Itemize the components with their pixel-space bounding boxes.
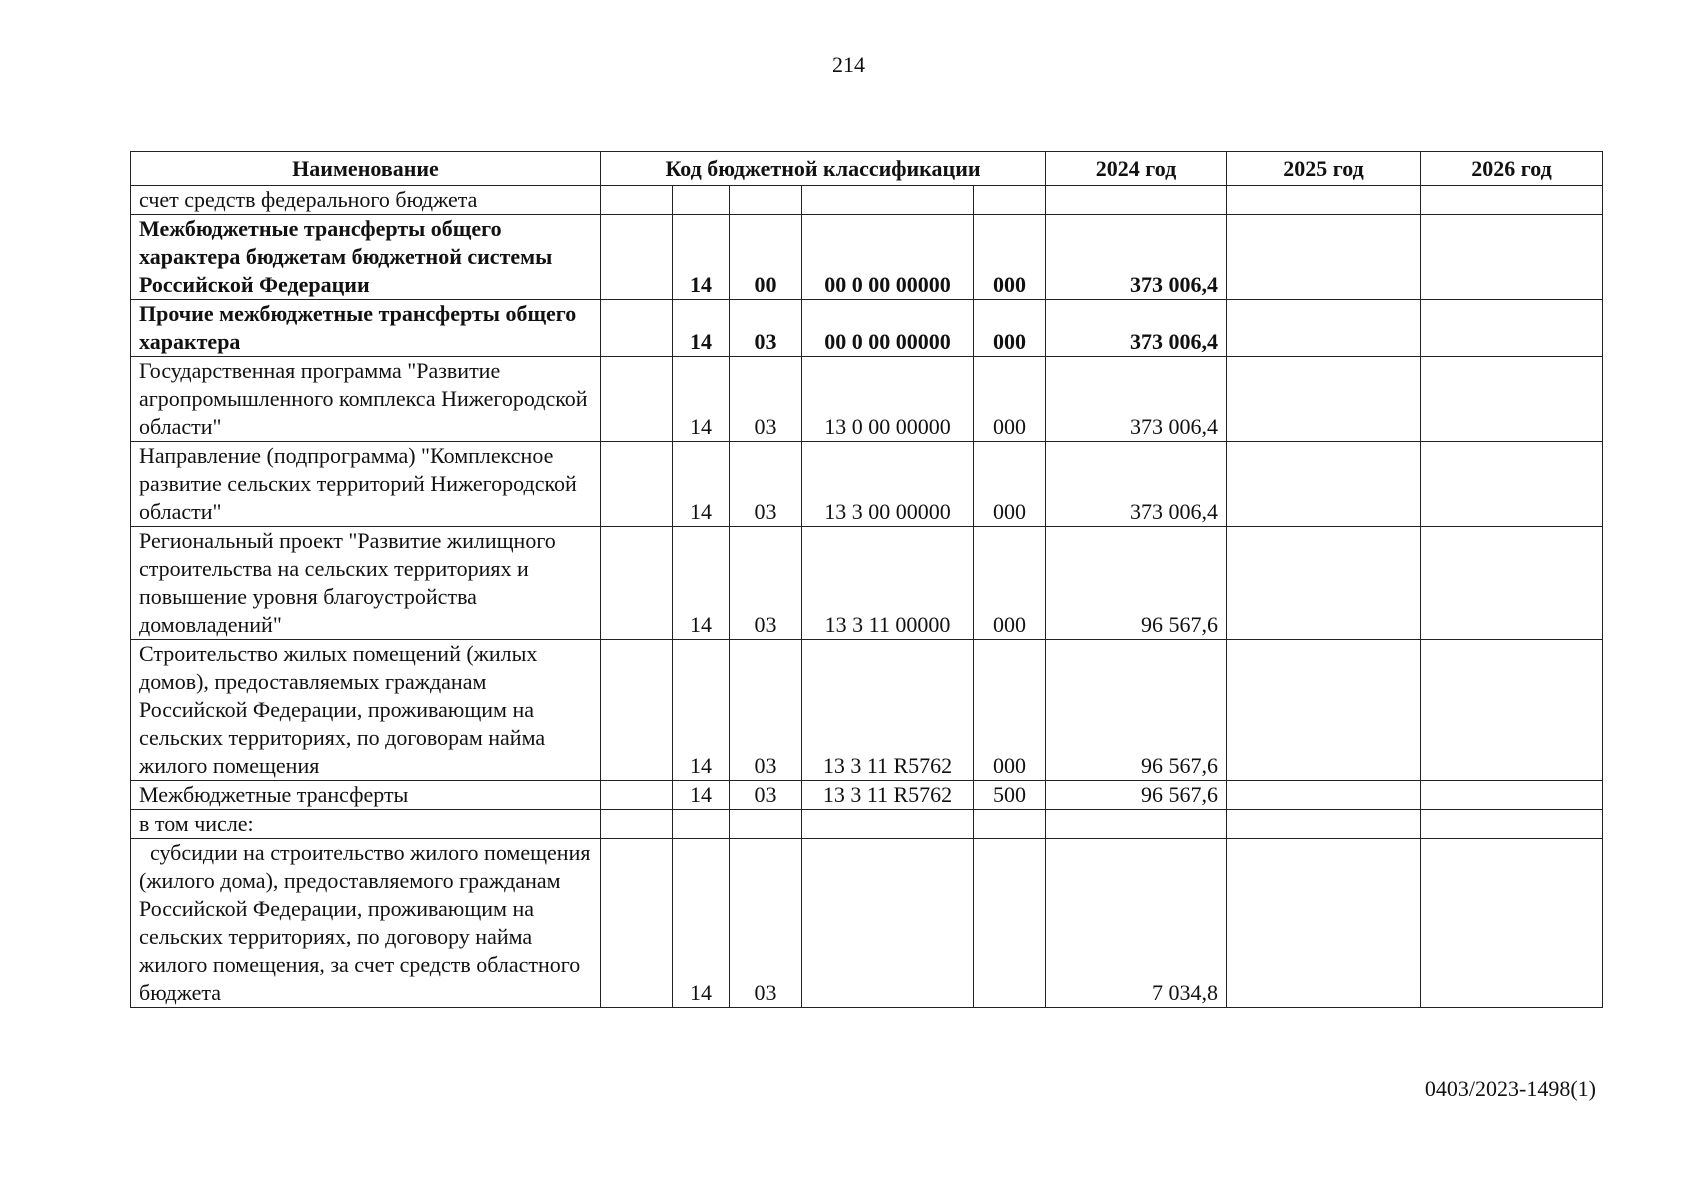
code-cell: [601, 527, 673, 640]
value-2024: 373 006,4: [1046, 442, 1227, 527]
code-cell: [601, 640, 673, 781]
table-row: [131, 186, 1603, 215]
value-2025: [1227, 442, 1421, 527]
table-row: [131, 357, 1603, 442]
code-cell: 14: [673, 300, 730, 357]
code-cell: [974, 186, 1046, 215]
header-2026: 2026 год: [1421, 152, 1603, 186]
code-cell: 00 0 00 00000: [802, 215, 974, 300]
table-row: [131, 781, 1603, 810]
value-2025: [1227, 300, 1421, 357]
value-2024: [1046, 810, 1227, 839]
code-cell: 03: [730, 357, 802, 442]
header-2024: 2024 год: [1046, 152, 1227, 186]
code-cell: 14: [673, 640, 730, 781]
row-name: Государственная программа "Развитие агропромышленного комплекса Нижегородской области": [131, 357, 601, 442]
row-name: Направление (подпрограмма) "Комплексное развитие сельских территорий Нижегородской области": [131, 442, 601, 527]
value-2026: [1421, 186, 1603, 215]
code-cell: 14: [673, 781, 730, 810]
code-cell: 03: [730, 781, 802, 810]
value-2026: [1421, 810, 1603, 839]
row-name: Строительство жилых помещений (жилых домов), предоставляемых гражданам Российской Федерации, проживающим на сельских территориях, по договорам найма жилого помещения: [131, 640, 601, 781]
value-2025: [1227, 839, 1421, 1008]
code-cell: 13 3 11 R5762: [802, 781, 974, 810]
code-cell: 13 3 11 00000: [802, 527, 974, 640]
value-2025: [1227, 527, 1421, 640]
code-cell: 000: [974, 640, 1046, 781]
budget-table: [130, 151, 1603, 1008]
code-cell: 14: [673, 357, 730, 442]
code-cell: [673, 186, 730, 215]
row-name: Прочие межбюджетные трансферты общего характера: [131, 300, 601, 357]
value-2025: [1227, 640, 1421, 781]
code-cell: 00 0 00 00000: [802, 300, 974, 357]
code-cell: [601, 186, 673, 215]
code-cell: [601, 781, 673, 810]
code-cell: [730, 810, 802, 839]
table-row: [131, 810, 1603, 839]
code-cell: [601, 215, 673, 300]
value-2026: [1421, 215, 1603, 300]
value-2026: [1421, 781, 1603, 810]
code-cell: 13 3 00 00000: [802, 442, 974, 527]
row-name: в том числе:: [131, 810, 601, 839]
code-cell: 00: [730, 215, 802, 300]
code-cell: 000: [974, 215, 1046, 300]
value-2026: [1421, 527, 1603, 640]
code-cell: 14: [673, 442, 730, 527]
value-2024: 373 006,4: [1046, 357, 1227, 442]
code-cell: [802, 810, 974, 839]
table-row: [131, 527, 1603, 640]
value-2024: 96 567,6: [1046, 527, 1227, 640]
code-cell: 000: [974, 442, 1046, 527]
code-cell: [730, 186, 802, 215]
page-number: 214: [832, 52, 865, 77]
code-cell: [601, 839, 673, 1008]
table-row: [131, 640, 1603, 781]
code-cell: 000: [974, 357, 1046, 442]
code-cell: [802, 186, 974, 215]
code-cell: [974, 810, 1046, 839]
code-cell: 03: [730, 300, 802, 357]
row-name: Межбюджетные трансферты общего характера бюджетам бюджетной системы Российской Федерации: [131, 215, 601, 300]
value-2024: 7 034,8: [1046, 839, 1227, 1008]
document-code: 0403/2023-1498(1): [1424, 1076, 1596, 1101]
header-budget-code: Код бюджетной классификации: [601, 152, 1046, 186]
table-row: [131, 839, 1603, 1008]
value-2026: [1421, 442, 1603, 527]
value-2025: [1227, 781, 1421, 810]
table-row: [131, 442, 1603, 527]
header-2025: 2025 год: [1227, 152, 1421, 186]
code-cell: 14: [673, 215, 730, 300]
code-cell: [673, 810, 730, 839]
value-2024: 373 006,4: [1046, 300, 1227, 357]
code-cell: [601, 300, 673, 357]
code-cell: [974, 839, 1046, 1008]
code-cell: [601, 357, 673, 442]
code-cell: 03: [730, 527, 802, 640]
value-2026: [1421, 300, 1603, 357]
value-2025: [1227, 357, 1421, 442]
table-row: [131, 300, 1603, 357]
value-2024: 96 567,6: [1046, 640, 1227, 781]
code-cell: 03: [730, 640, 802, 781]
header-row: [131, 152, 1603, 186]
code-cell: 14: [673, 839, 730, 1008]
code-cell: [802, 839, 974, 1008]
code-cell: [601, 810, 673, 839]
table-row: [131, 215, 1603, 300]
code-cell: 000: [974, 527, 1046, 640]
code-cell: [601, 442, 673, 527]
row-name: Межбюджетные трансферты: [131, 781, 601, 810]
value-2025: [1227, 186, 1421, 215]
value-2024: [1046, 186, 1227, 215]
value-2024: 373 006,4: [1046, 215, 1227, 300]
value-2024: 96 567,6: [1046, 781, 1227, 810]
code-cell: 500: [974, 781, 1046, 810]
code-cell: 13 3 11 R5762: [802, 640, 974, 781]
row-name: субсидии на строительство жилого помещения (жилого дома), предоставляемого гражданам Российской Федерации, проживающим на сельских территориях, по договору найма жилого помещения, за счет средств областного бюджета: [131, 839, 601, 1008]
code-cell: 14: [673, 527, 730, 640]
code-cell: 000: [974, 300, 1046, 357]
value-2026: [1421, 640, 1603, 781]
code-cell: 03: [730, 442, 802, 527]
value-2026: [1421, 839, 1603, 1008]
code-cell: 03: [730, 839, 802, 1008]
value-2026: [1421, 357, 1603, 442]
value-2025: [1227, 810, 1421, 839]
row-name: Региональный проект "Развитие жилищного строительства на сельских территориях и повышение уровня благоустройства домовладений": [131, 527, 601, 640]
code-cell: 13 0 00 00000: [802, 357, 974, 442]
row-name: счет средств федерального бюджета: [131, 186, 601, 215]
header-name: Наименование: [131, 152, 601, 186]
value-2025: [1227, 215, 1421, 300]
